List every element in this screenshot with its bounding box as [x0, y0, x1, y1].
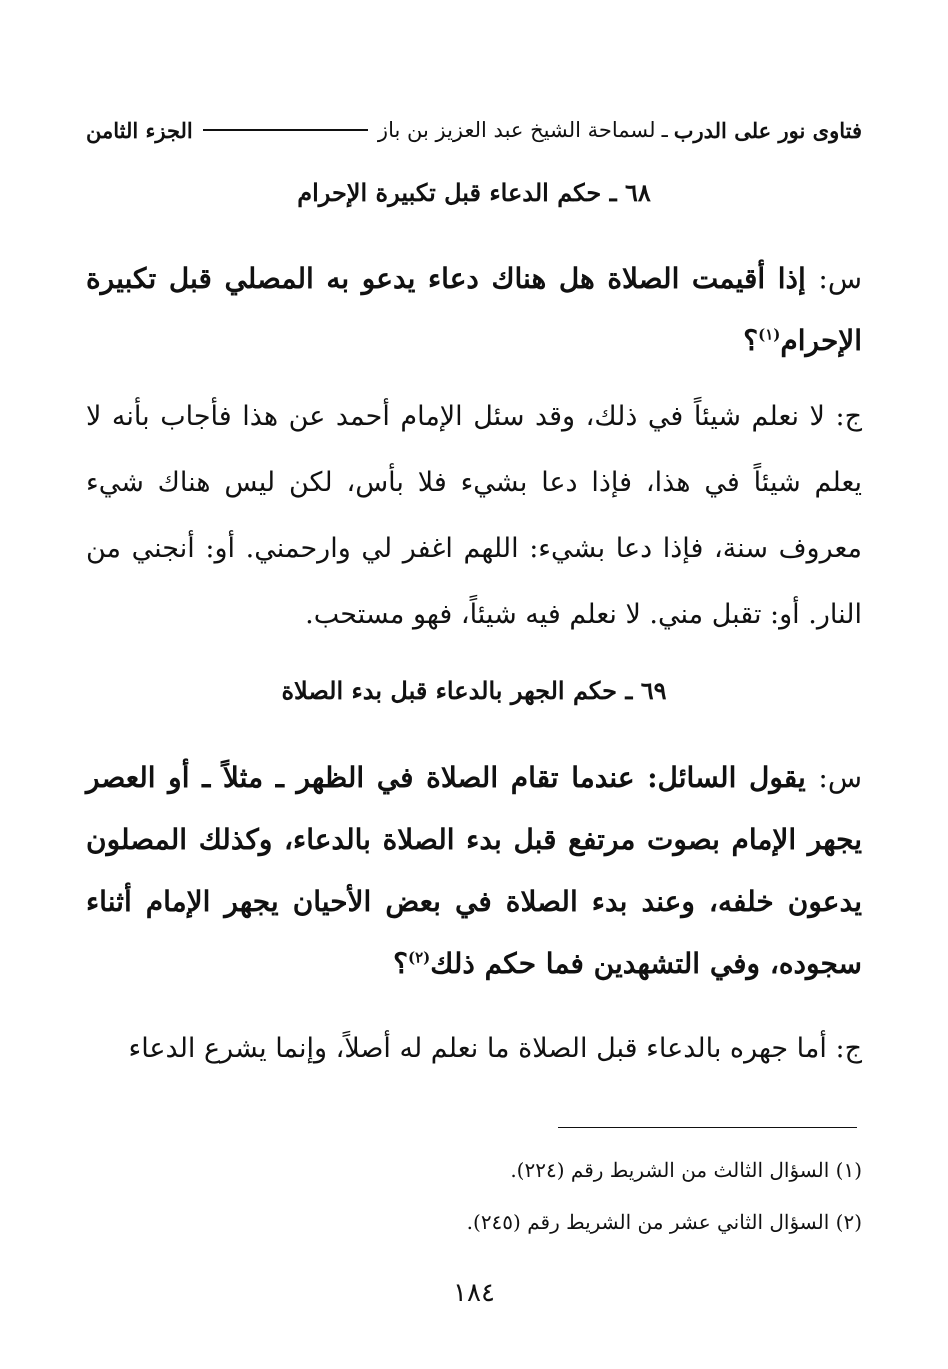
- book-title: فتاوى نور على الدرب: [673, 117, 862, 143]
- footnote-separator: [558, 1127, 857, 1128]
- answer-label: ج:: [835, 401, 862, 432]
- header-rule: [203, 129, 368, 131]
- footnote: (١) السؤال الثالث من الشريط رقم (٢٢٤).: [510, 1158, 862, 1182]
- page-number: ١٨٤: [453, 1278, 495, 1308]
- question-text: يقول السائل: عندما تقام الصلاة في الظهر ـ مثلاً ـ أو العصر يجهر الإمام بصوت مرتفع قبل بدء الصلاة بالدعاء، وكذلك المصلون يدعون خلفه، وعند بدء الصلاة في بعض الأحيان يجهر الإمام أثناء سجوده، وفي التشهدين فما حكم ذلك: [86, 761, 862, 980]
- question-paragraph: [86, 747, 948, 995]
- answer-paragraph: [86, 1016, 862, 1082]
- question-mark: ؟: [743, 324, 759, 357]
- question-label: س:: [818, 761, 863, 794]
- header-separator: ـ: [661, 118, 668, 142]
- answer-paragraph: [86, 384, 862, 648]
- footnote: (٢) السؤال الثاني عشر من الشريط رقم (٢٤٥).: [466, 1210, 862, 1234]
- header-part: الجزء الثامن: [86, 117, 193, 143]
- running-header: [86, 112, 862, 148]
- footnote-ref: (١): [758, 325, 781, 344]
- section-heading: ٦٨ ـ حكم الدعاء قبل تكبيرة الإحرام: [297, 178, 651, 207]
- section-heading: ٦٩ ـ حكم الجهر بالدعاء قبل بدء الصلاة: [281, 676, 667, 705]
- question-mark: ؟: [393, 947, 408, 980]
- header-author: لسماحة الشيخ عبد العزيز بن باز: [377, 118, 656, 142]
- answer-text: أما جهره بالدعاء قبل الصلاة ما نعلم له أصلاً، وإنما يشرع الدعاء: [128, 1033, 827, 1064]
- question-paragraph: [86, 248, 948, 372]
- answer-text: لا نعلم شيئاً في ذلك، وقد سئل الإمام أحمد عن هذا فأجاب بأنه لا يعلم شيئاً في هذا، فإذا دعا بشيء فلا بأس، لكن ليس هناك شيء معروف سنة، فإذا دعا بشيء: اللهم اغفر لي وارحمني. أو: أنجني من النار. أو: تقبل مني. لا نعلم فيه شيئاً، فهو مستحب.: [86, 401, 862, 630]
- answer-label: ج:: [835, 1033, 862, 1064]
- question-label: س:: [818, 262, 863, 295]
- question-text: إذا أقيمت الصلاة هل هناك دعاء يدعو به المصلي قبل تكبيرة الإحرام: [86, 262, 862, 357]
- footnote-ref: (٢): [408, 948, 431, 967]
